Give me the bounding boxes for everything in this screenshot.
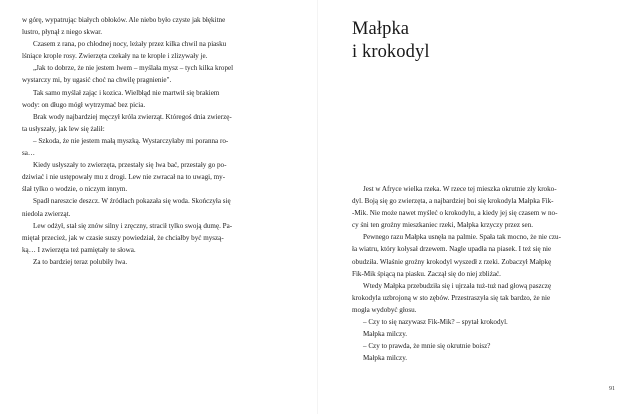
- text-line: cy śni ten groźny mieszkaniec rzeki, Małpka krzyczy przez sen.: [352, 221, 534, 230]
- text-line: ką… I zwierzęta też pamiętały te słowa.: [22, 245, 136, 254]
- text-line: Za to bardziej teraz polubiły lwa.: [33, 257, 128, 266]
- text-line: niedola zwierząt.: [22, 209, 71, 218]
- paragraph: [22, 195, 285, 219]
- paragraph: [22, 159, 285, 195]
- chapter-title-line-1: Małpka: [352, 19, 410, 39]
- text-line: wystarczy mi, by ugasić choć na chwilę pragnienie".: [22, 76, 172, 85]
- text-line: Wtedy Małpka przebudziła się i ujrzała tuż-tuż nad głową paszczę: [363, 281, 552, 290]
- paragraph: [22, 135, 285, 159]
- text-line: obudziła. Właśnie groźny krokodyl wyszedł z rzeki. Zobaczył Małpkę: [352, 257, 552, 266]
- text-line: -Mik. Nie może nawet myśleć o krokodylu, a kiedy jej się czasem w no-: [352, 209, 558, 218]
- text-line: Brak wody najbardziej męczył króla zwierząt. Któregoś dnia zwierzę-: [33, 112, 232, 121]
- paragraph: [352, 280, 616, 316]
- chapter-title-line-2: i krokodyl: [352, 42, 430, 62]
- text-line: krokodyla uzbrojoną w sto zębów. Przestraszyła się tak bardzo, że nie: [352, 293, 551, 302]
- right-text-column: [352, 183, 616, 364]
- text-line: Czasem z rana, po chłodnej nocy, leżały przez kilka chwil na piasku: [33, 40, 227, 49]
- text-line: lśniące krople rosy. Zwierzęta czekały na te krople i zlizywały je.: [22, 52, 208, 61]
- paragraph: [352, 328, 616, 340]
- paragraph: [352, 352, 616, 364]
- chapter-title: [352, 18, 430, 64]
- paragraph: [352, 183, 616, 231]
- text-line: dyl. Boją się go zwierzęta, a najbardziej boi się krokodyla Małpka Fik-: [352, 197, 554, 206]
- text-line: ślał tylko o wodzie, o niczym innym.: [22, 185, 128, 194]
- paragraph: [22, 14, 285, 38]
- paragraph: [22, 111, 285, 135]
- text-line: Lew odżył, stał się znów silny i zręczny, stracił tylko swoją dumę. Pa-: [33, 221, 233, 230]
- paragraph: [22, 87, 285, 111]
- text-line: ta usłyszały, jak lew się żalił:: [22, 124, 105, 133]
- right-page: [318, 0, 635, 414]
- text-line: Małpka milczy.: [363, 354, 408, 363]
- text-line: Małpka milczy.: [363, 330, 408, 339]
- paragraph: [22, 220, 285, 256]
- text-line: Jest w Afryce wielka rzeka. W rzece tej mieszka okrutnie zły kroko-: [363, 185, 557, 193]
- text-line: wody: on długo mógł wytrzymać bez picia.: [22, 100, 146, 109]
- page-number: 91: [609, 386, 615, 392]
- text-line: „Jak to dobrze, że nie jestem lwem – myślała mysz – tych kilka kropel: [33, 64, 234, 73]
- text-line: – Czy to prawda, że mnie się okrutnie boisz?: [363, 342, 491, 351]
- text-line: w górę, wypatrując białych obłoków. Ale niebo było czyste jak błękitne: [22, 16, 226, 24]
- text-line: ła wiatru, który kołysał drzewem. Nagle upadła na piasek. I też się nie: [352, 245, 552, 254]
- paragraph: [22, 62, 285, 86]
- text-line: lustro, płynął z niego skwar.: [22, 28, 102, 37]
- text-line: miętał przecież, jak w czasie suszy powiedział, że chciałby być myszą-: [22, 233, 224, 242]
- text-line: Tak samo myślał zając i kozica. Wielbłąd nie martwił się brakiem: [33, 88, 220, 97]
- text-line: sa…: [22, 149, 36, 158]
- text-line: – Czy to się nazywasz Fik-Mik? – spytał krokodyl.: [363, 318, 508, 327]
- text-line: Pewnego razu Małpka usnęła na palmie. Spała tak mocno, że nie czu-: [363, 233, 561, 242]
- left-page: [0, 0, 317, 414]
- text-line: Spadł nareszcie deszcz. W źródłach pokazała się woda. Skończyła się: [33, 197, 231, 206]
- paragraph: [22, 256, 285, 268]
- left-text-column: [22, 14, 285, 268]
- text-line: dziwiać i nie ustępowały mu z drogi. Lew nie zwracał na to uwagi, my-: [22, 173, 226, 182]
- paragraph: [352, 231, 616, 279]
- text-line: Fik-Mik śpiącą na piasku. Zaczął się do niej zbliżać.: [352, 269, 501, 278]
- text-line: – Szkoda, że nie jestem małą myszką. Wystarczyłaby mi poranna ro-: [33, 136, 229, 145]
- paragraph: [22, 38, 285, 62]
- text-line: mogła wydobyć głosu.: [352, 305, 417, 314]
- paragraph: [352, 316, 616, 328]
- paragraph: [352, 340, 616, 352]
- text-line: Kiedy usłyszały to zwierzęta, przestały się lwa bać, przestały go po-: [33, 161, 227, 170]
